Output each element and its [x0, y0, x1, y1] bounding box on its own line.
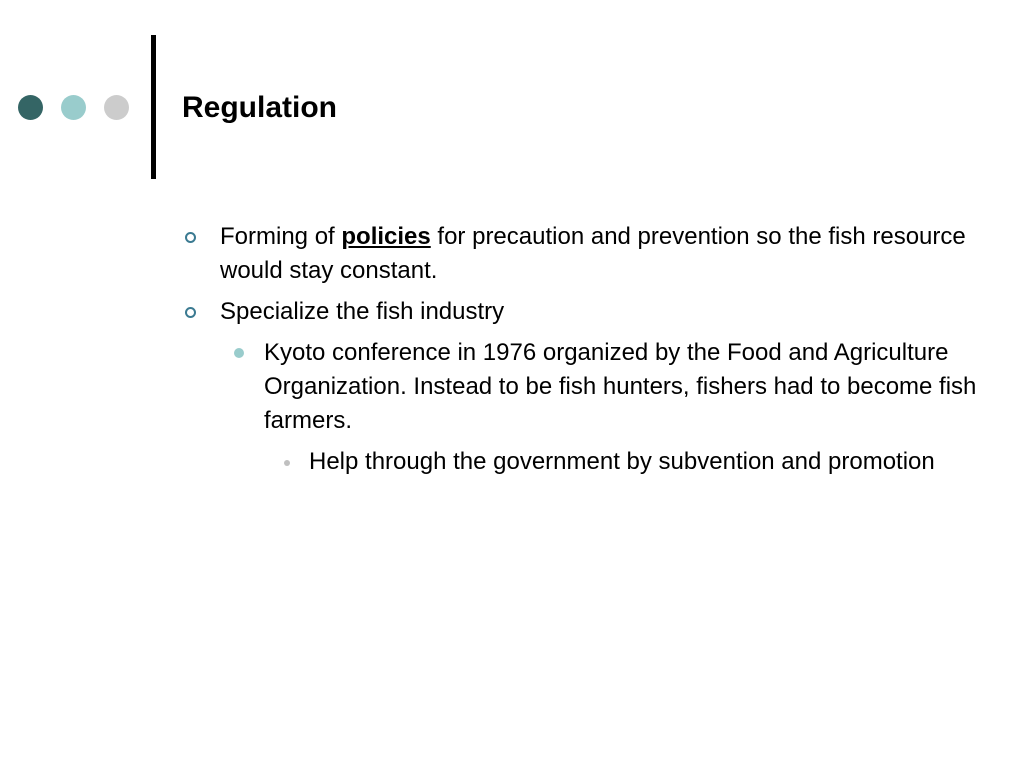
slide-title: Regulation — [182, 91, 337, 124]
decorative-dot-dark-icon — [18, 95, 43, 120]
bullet-text: Specialize the fish industry — [220, 298, 505, 325]
sub-bullet-text: Kyoto conference in 1976 organized by the Food and Agriculture Organization. Instead to be fish hunters, fishers had to become fish farmers. — [264, 339, 977, 434]
title-divider — [151, 35, 156, 179]
bullet-text-suffix: for precaution and prevention so the fish resource would stay constant. — [220, 223, 966, 284]
sub-sub-bullet-item-government — [182, 445, 982, 479]
sub-bullet-item-kyoto — [182, 336, 982, 438]
small-bullet-icon — [284, 460, 290, 466]
decorative-dot-gray-icon — [104, 95, 129, 120]
bullet-list — [182, 220, 982, 486]
bullet-item-policies — [182, 220, 982, 288]
bullet-emphasis-policies: policies — [341, 223, 431, 250]
bullet-text-prefix: Forming of — [220, 223, 342, 250]
ring-bullet-icon — [185, 232, 196, 243]
decorative-dot-teal-icon — [61, 95, 86, 120]
sub-sub-bullet-text: Help through the government by subvention and promotion — [309, 448, 935, 475]
bullet-item-specialize — [182, 295, 982, 329]
ring-bullet-icon — [185, 307, 196, 318]
disc-bullet-icon — [234, 348, 244, 358]
